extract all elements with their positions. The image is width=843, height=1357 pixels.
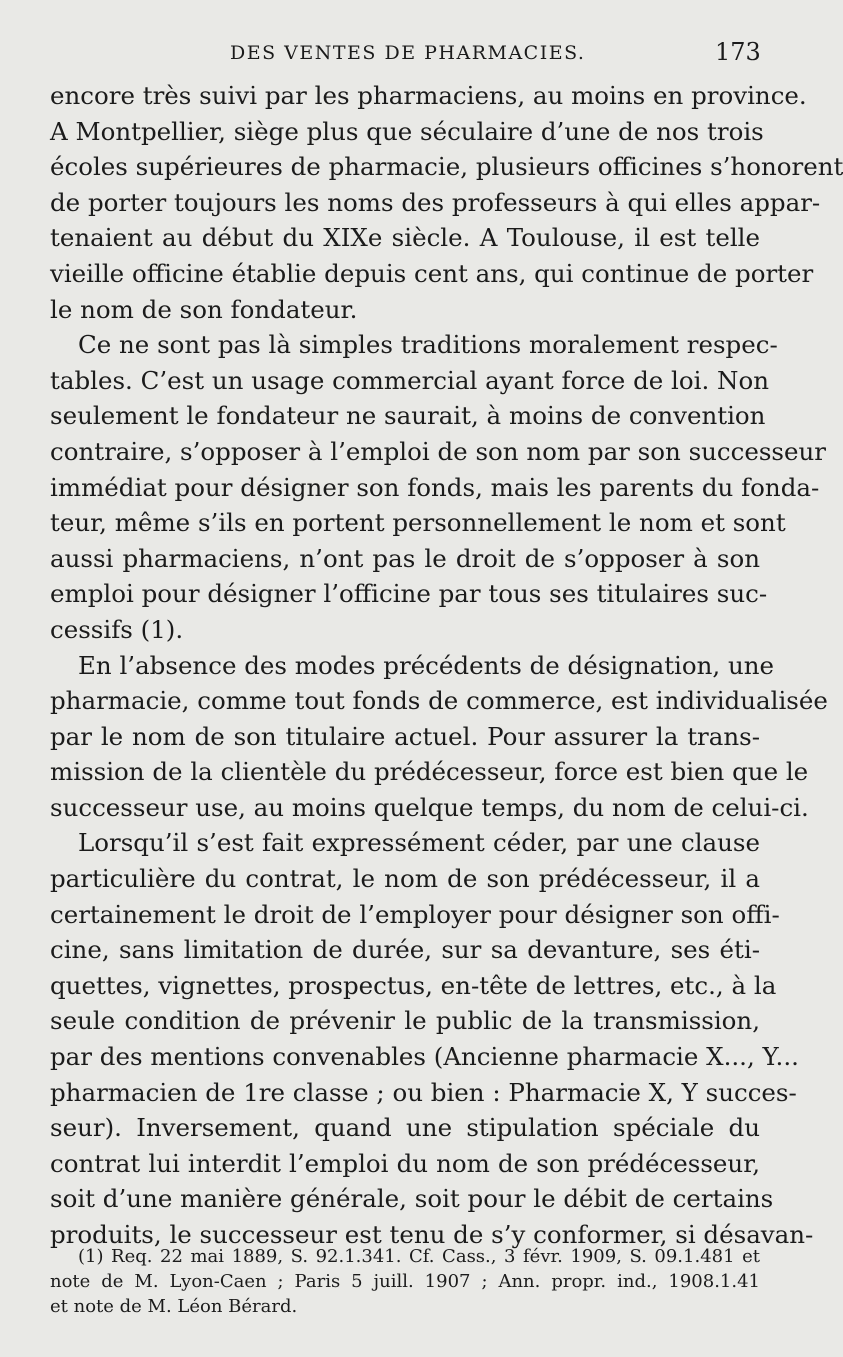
text-line: Ce ne sont pas là simples traditions moralement respec- (78, 330, 778, 360)
text-line: particulière du contrat, le nom de son prédécesseur, il a (50, 864, 760, 894)
text-line: quettes, vignettes, prospectus, en-tête de lettres, etc., à la (50, 970, 777, 1000)
text-line: certainement le droit de l’employer pour désigner son offi- (50, 899, 780, 929)
text-line: cine, sans limitation de durée, sur sa devanture, ses éti- (50, 935, 760, 965)
text-line: produits, le successeur est tenu de s’y conformer, si désavan- (50, 1220, 814, 1249)
text-line: seulement le fondateur ne saurait, à moins de convention (50, 401, 766, 431)
text-line: mission de la clientèle du prédécesseur, force est bien que le (50, 757, 809, 787)
text-line: cessifs (1). (50, 614, 184, 644)
page-number: 173 (715, 38, 761, 66)
text-line: contraire, s’opposer à l’emploi de son nom par son successeur (50, 436, 826, 466)
text-line: immédiat pour désigner son fonds, mais les parents du fonda- (50, 472, 820, 502)
footnotes (50, 1244, 760, 1319)
text-line: soit d’une manière générale, soit pour le débit de certains (50, 1184, 774, 1214)
text-line: encore très suivi par les pharmaciens, au moins en province. (50, 81, 807, 110)
text-line: par des mentions convenables (Ancienne pharmacie X..., Y... (50, 1042, 799, 1072)
text-line: teur, même s’ils en portent personnellement le nom et sont (50, 508, 786, 538)
page-header (0, 38, 800, 74)
body-text (50, 78, 843, 1253)
text-line: vieille officine établie depuis cent ans, qui continue de porter (50, 258, 814, 288)
text-line: contrat lui interdit l’emploi du nom de son prédécesseur, (50, 1148, 760, 1178)
footnote-line: et note de M. Léon Bérard. (50, 1296, 298, 1317)
text-line: tenaient au début du XIXe siècle. A Toulouse, il est telle (50, 223, 760, 253)
text-line: tables. C’est un usage commercial ayant force de loi. Non (50, 365, 770, 395)
running-title: DES VENTES DE PHARMACIES. (230, 42, 586, 64)
text-line: successeur use, au moins quelque temps, du nom de celui-ci. (50, 792, 809, 822)
text-line: pharmacien de 1re classe ; ou bien : Pharmacie X, Y succes- (50, 1077, 797, 1107)
text-line: de porter toujours les noms des professeurs à qui elles appar- (50, 187, 821, 217)
footnote-line: note de M. Lyon-Caen ; Paris 5 juill. 1907 ; Ann. propr. ind., 1908.1.41 (50, 1271, 760, 1292)
text-line: écoles supérieures de pharmacie, plusieurs officines s’honorent (50, 152, 843, 182)
text-line: aussi pharmaciens, n’ont pas le droit de s’opposer à son (50, 543, 760, 573)
text-line: seur). Inversement, quand une stipulation spéciale du (50, 1113, 760, 1143)
text-line: emploi pour désigner l’officine par tous ses titulaires suc- (50, 579, 768, 609)
footnote-line: (1) Req. 22 mai 1889, S. 92.1.341. Cf. Cass., 3 févr. 1909, S. 09.1.481 et (78, 1246, 760, 1267)
text-line: par le nom de son titulaire actuel. Pour assurer la trans- (50, 721, 760, 751)
text-line: En l’absence des modes précédents de désignation, une (78, 650, 775, 680)
text-line: Lorsqu’il s’est fait expressément céder, par une clause (78, 828, 760, 858)
text-line: pharmacie, comme tout fonds de commerce, est individualisée (50, 686, 828, 716)
text-line: A Montpellier, siège plus que séculaire d’une de nos trois (50, 116, 764, 146)
text-line: seule condition de prévenir le public de la transmission, (50, 1006, 760, 1036)
text-line: le nom de son fondateur. (50, 294, 358, 324)
